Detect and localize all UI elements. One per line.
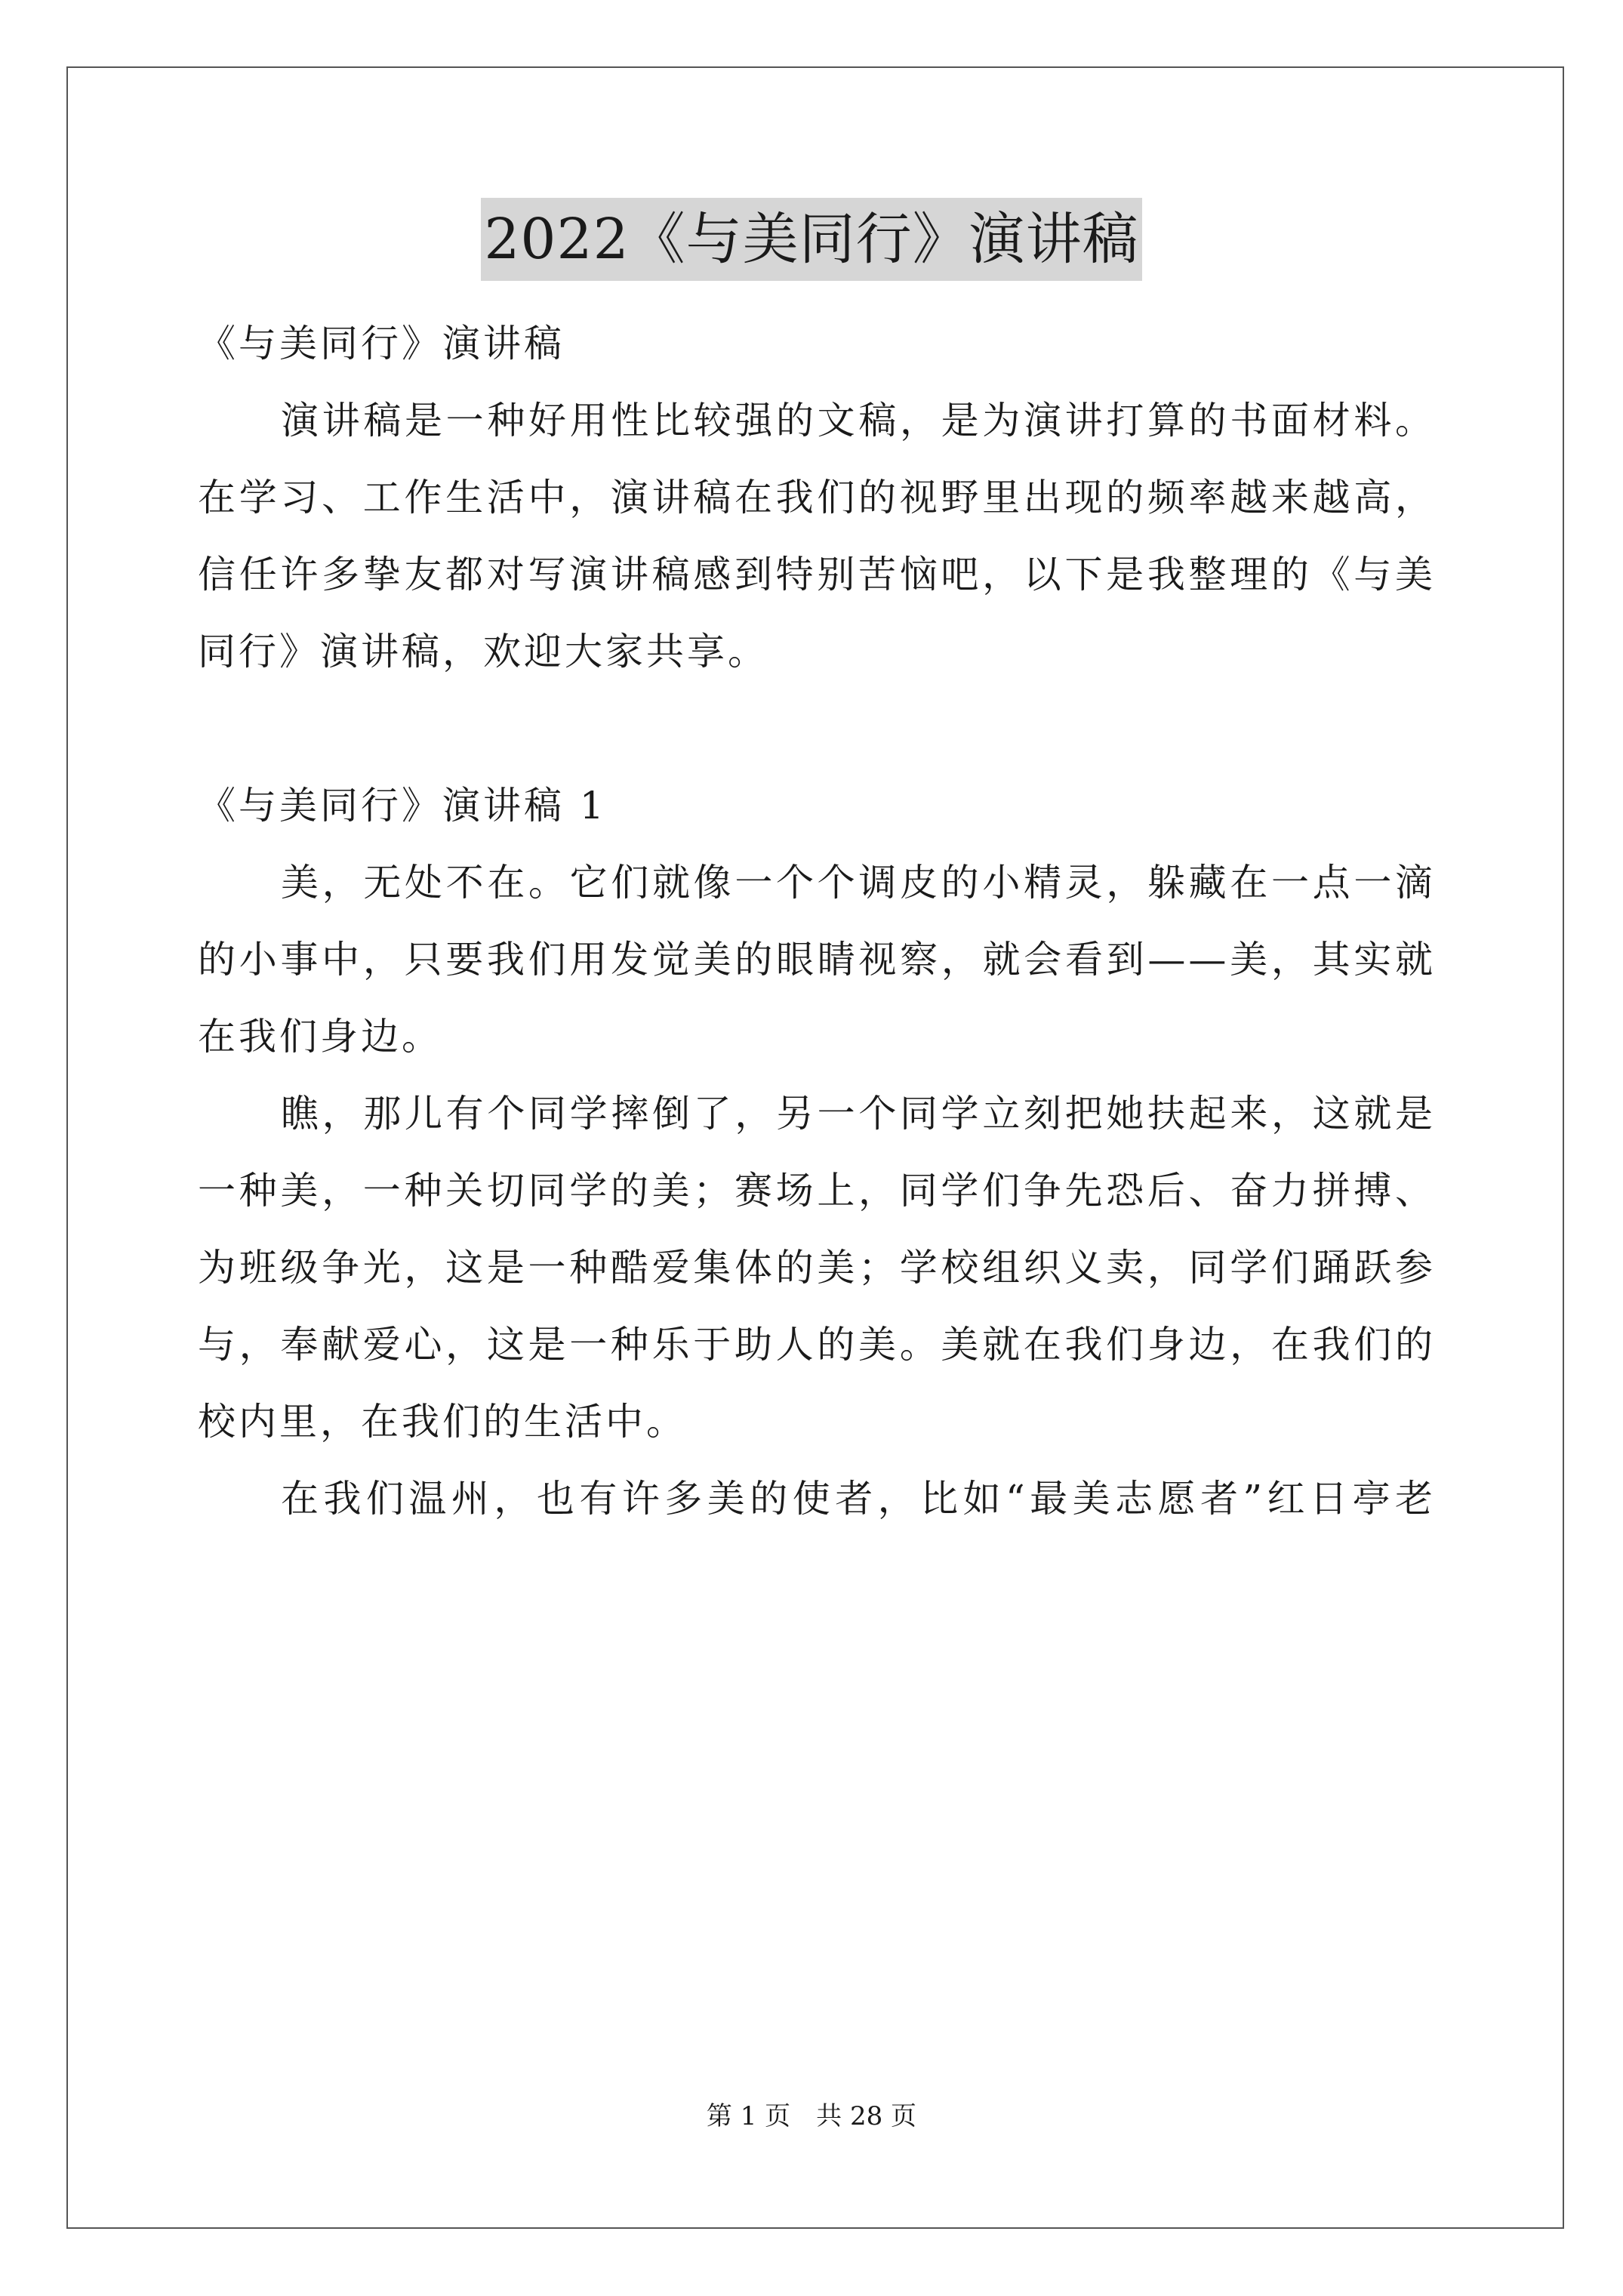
text-line: 瞧，那儿有个同学摔倒了，另一个同学立刻把她扶起来，这就是: [281, 1092, 1436, 1136]
blank-line: [198, 690, 1436, 767]
document-body: [198, 305, 1436, 1537]
text-line: 与，奉献爱心，这是一种乐于助人的美。美就在我们身边，在我们的: [198, 1323, 1436, 1367]
text-line: 为班级争光，这是一种酷爱集体的美；学校组织义卖，同学们踊跃参: [198, 1246, 1436, 1290]
text-line: 《与美同行》演讲稿 1: [198, 784, 607, 827]
text-line: 校内里，在我们的生活中。: [198, 1400, 687, 1444]
text-line: 在我们身边。: [198, 1015, 442, 1059]
text-line: 一种美，一种关切同学的美；赛场上，同学们争先恐后、奋力拼搏、: [198, 1169, 1436, 1213]
text-line: 信任许多挚友都对写演讲稿感到特别苦恼吧，以下是我整理的《与美: [198, 553, 1436, 596]
document-title: 2022《与美同行》演讲稿: [481, 198, 1141, 281]
text-line: 在我们温州，也有许多美的使者，比如“最美志愿者”红日亭老: [281, 1477, 1436, 1521]
text-line: 美，无处不在。它们就像一个个调皮的小精灵，躲藏在一点一滴: [281, 861, 1436, 905]
text-line: 同行》演讲稿，欢迎大家共享。: [198, 630, 768, 673]
text-line: 的小事中，只要我们用发觉美的眼睛视察，就会看到——美，其实就: [198, 938, 1436, 982]
page-footer: 第 1 页 共 28 页: [706, 2101, 917, 2131]
text-line: 演讲稿是一种好用性比较强的文稿，是为演讲打算的书面材料。: [281, 399, 1436, 442]
title-container: [0, 198, 1623, 281]
text-line: 《与美同行》演讲稿: [198, 322, 565, 365]
text-line: 在学习、工作生活中，演讲稿在我们的视野里出现的频率越来越高，: [198, 476, 1436, 519]
